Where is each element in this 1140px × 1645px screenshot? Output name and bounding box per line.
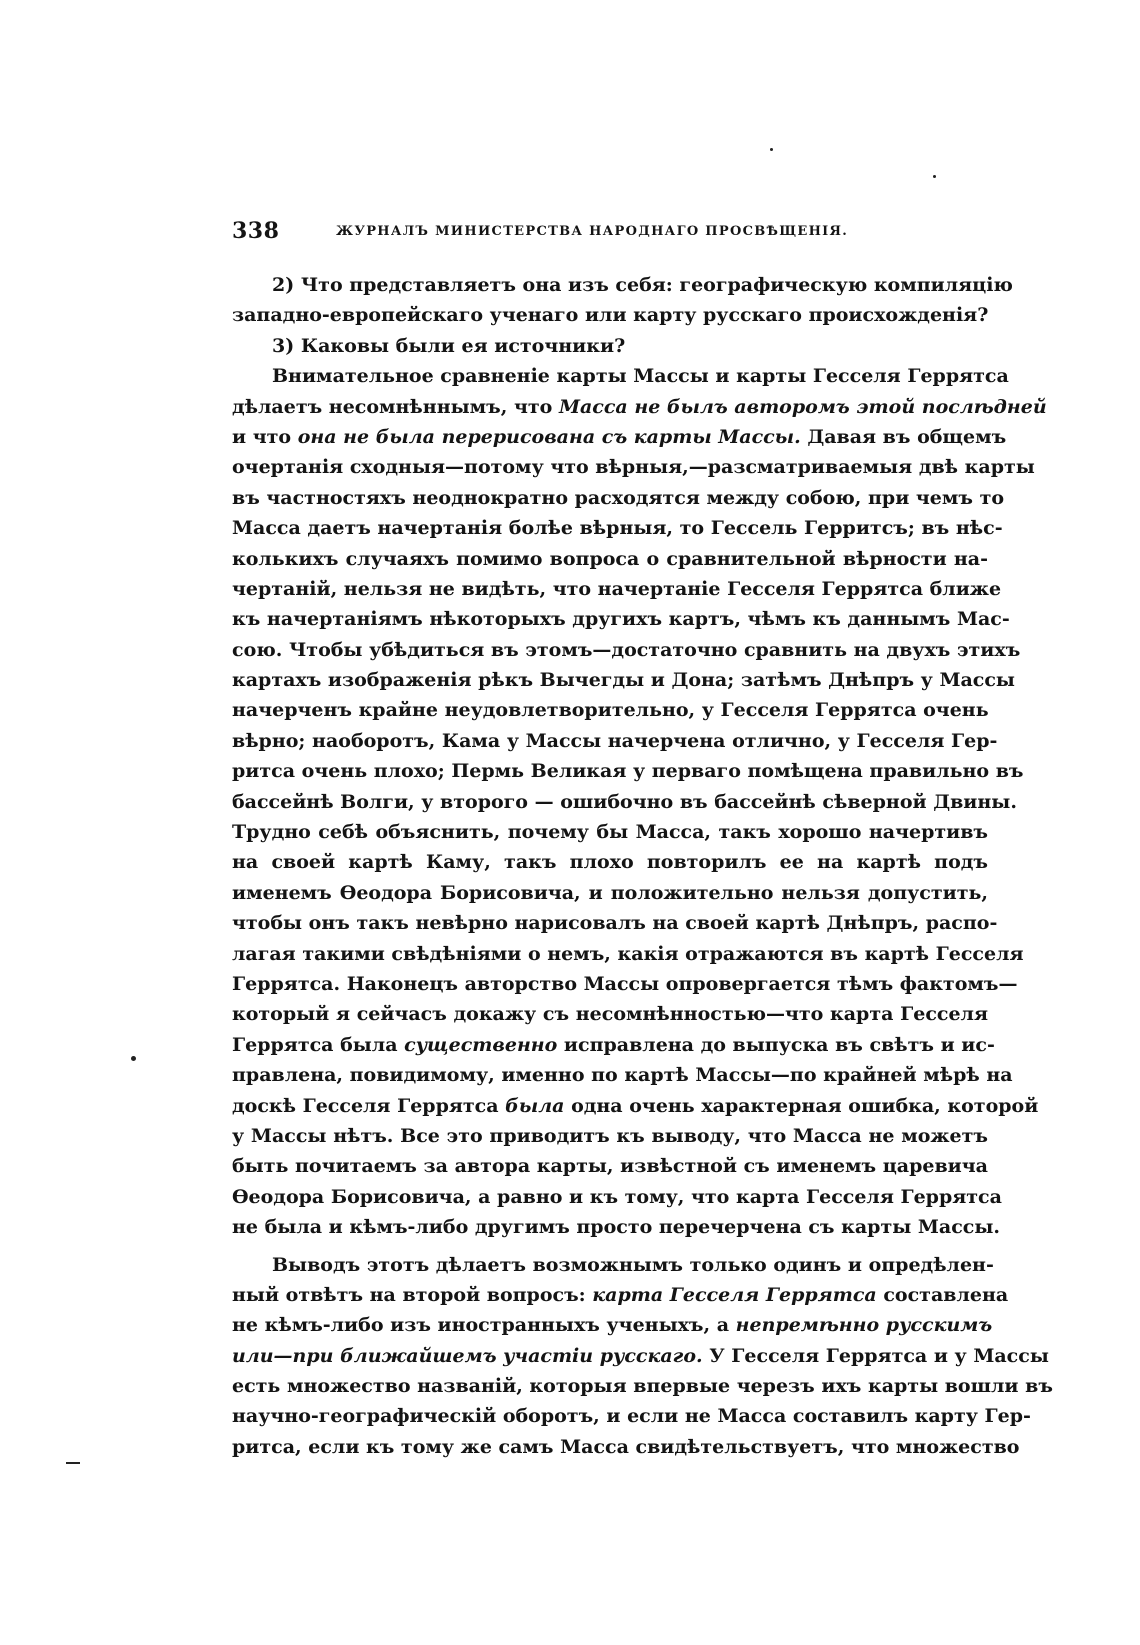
text-line: научно-географическій оборотъ, и если не Масса составилъ карту Гер- xyxy=(232,1405,1031,1428)
text-line: Геррятса была существенно исправлена до выпуска въ свѣтъ и ис- xyxy=(232,1033,995,1056)
text-line: доскѣ Гесселя Геррятса была одна очень характерная ошибка, которой xyxy=(232,1094,1039,1117)
text-line: западно-европейскаго ученаго или карту русскаго происхожденія? xyxy=(232,304,989,327)
body-text xyxy=(232,270,1053,1462)
text-line: къ начертаніямъ нѣкоторыхъ другихъ картъ, чѣмъ къ даннымъ Мас- xyxy=(232,608,1010,631)
text-line: Трудно себѣ объяснить, почему бы Масса, такъ хорошо начертивъ xyxy=(232,821,988,844)
text-line: чертаній, нельзя не видѣть, что начертаніе Гесселя Геррятса ближе xyxy=(232,577,1002,600)
text-line: Ѳеодора Борисовича, а равно и къ тому, что карта Гесселя Геррятса xyxy=(232,1185,1002,1208)
text-line: начерченъ крайне неудовлетворительно, у Гесселя Геррятса очень xyxy=(232,699,989,722)
text-line: или—при ближайшемъ участіи русскаго. У Гесселя Геррятса и у Массы xyxy=(232,1344,1049,1367)
text-line: Внимательное сравненіе карты Массы и карты Гесселя Геррятса xyxy=(272,365,1009,388)
page-header xyxy=(232,218,988,252)
page-number: 338 xyxy=(232,218,280,244)
text-line: правлена, повидимому, именно по картѣ Массы—по крайней мѣрѣ на xyxy=(232,1064,1013,1087)
text-line: ный отвѣтъ на второй вопросъ: карта Гесселя Геррятса составлена xyxy=(232,1283,1009,1306)
scan-mark xyxy=(66,1462,80,1464)
text-line: не была и кѣмъ-либо другимъ просто перечерчена съ карты Массы. xyxy=(232,1216,1001,1239)
text-line: и что она не была перерисована съ карты Массы. Давая въ общемъ xyxy=(232,425,1007,448)
text-line: лагая такими свѣдѣніями о немъ, какія отражаются въ картѣ Гесселя xyxy=(232,942,1024,965)
scan-speck xyxy=(131,1056,136,1061)
scan-speck xyxy=(770,148,773,151)
text-line: не кѣмъ-либо изъ иностранныхъ ученыхъ, а непремѣнно русскимъ xyxy=(232,1314,993,1337)
text-line: ритса, если къ тому же самъ Масса свидѣтельствуетъ, что множество xyxy=(232,1435,1020,1458)
text-line: чтобы онъ такъ невѣрно нарисовалъ на своей картѣ Днѣпръ, распо- xyxy=(232,912,998,935)
text-line: Выводъ этотъ дѣлаетъ возможнымъ только одинъ и опредѣлен- xyxy=(272,1253,994,1276)
running-title: ЖУРНАЛЪ МИНИСТЕРСТВА НАРОДНАГО ПРОСВѢЩЕНІЯ. xyxy=(336,224,849,239)
text-line: дѣлаетъ несомнѣннымъ, что Масса не былъ авторомъ этой послѣдней xyxy=(232,395,1047,418)
text-line: картахъ изображенія рѣкъ Вычегды и Дона; затѣмъ Днѣпръ у Массы xyxy=(232,669,1015,692)
text-line: очертанія сходныя—потому что вѣрныя,—разсматриваемыя двѣ карты xyxy=(232,456,1035,479)
text-line: сою. Чтобы убѣдиться въ этомъ—достаточно сравнить на двухъ этихъ xyxy=(232,638,1021,661)
text-line: бассейнѣ Волги, у второго — ошибочно въ бассейнѣ сѣверной Двины. xyxy=(232,790,1017,813)
text-line: быть почитаемъ за автора карты, извѣстной съ именемъ царевича xyxy=(232,1155,988,1178)
text-line: Геррятса. Наконецъ авторство Массы опровергается тѣмъ фактомъ— xyxy=(232,972,1018,995)
text-line: есть множество названій, которыя впервые черезъ ихъ карты вошли въ xyxy=(232,1375,1053,1398)
text-line: 2) Что представляетъ она изъ себя: географическую компиляцію xyxy=(272,274,1013,296)
text-line: у Массы нѣтъ. Все это приводитъ къ выводу, что Масса не можетъ xyxy=(232,1124,988,1147)
text-line: который я сейчасъ докажу съ несомнѣнностью—что карта Гесселя xyxy=(232,1003,988,1026)
text-line: ритса очень плохо; Пермь Великая у перваго помѣщена правильно въ xyxy=(232,760,1024,783)
text-line: вѣрно; наоборотъ, Кама у Массы начерчена отлично, у Гесселя Гер- xyxy=(232,729,998,752)
text-line: въ частностяхъ неоднократно расходятся между собою, при чемъ то xyxy=(232,486,1005,509)
text-line: 3) Каковы были ея источники? xyxy=(272,334,626,357)
text-line: колькихъ случаяхъ помимо вопроса о сравнительной вѣрности на- xyxy=(232,547,988,570)
text-line: именемъ Ѳеодора Борисовича, и положительно нельзя допустить, xyxy=(232,881,988,904)
text-line: на своей картѣ Каму, такъ плохо повторилъ ее на картѣ подъ xyxy=(232,851,988,874)
text-line: Масса даетъ начертанія болѣе вѣрныя, то Гессель Герритсъ; въ нѣс- xyxy=(232,517,1003,540)
scan-speck xyxy=(933,175,936,178)
